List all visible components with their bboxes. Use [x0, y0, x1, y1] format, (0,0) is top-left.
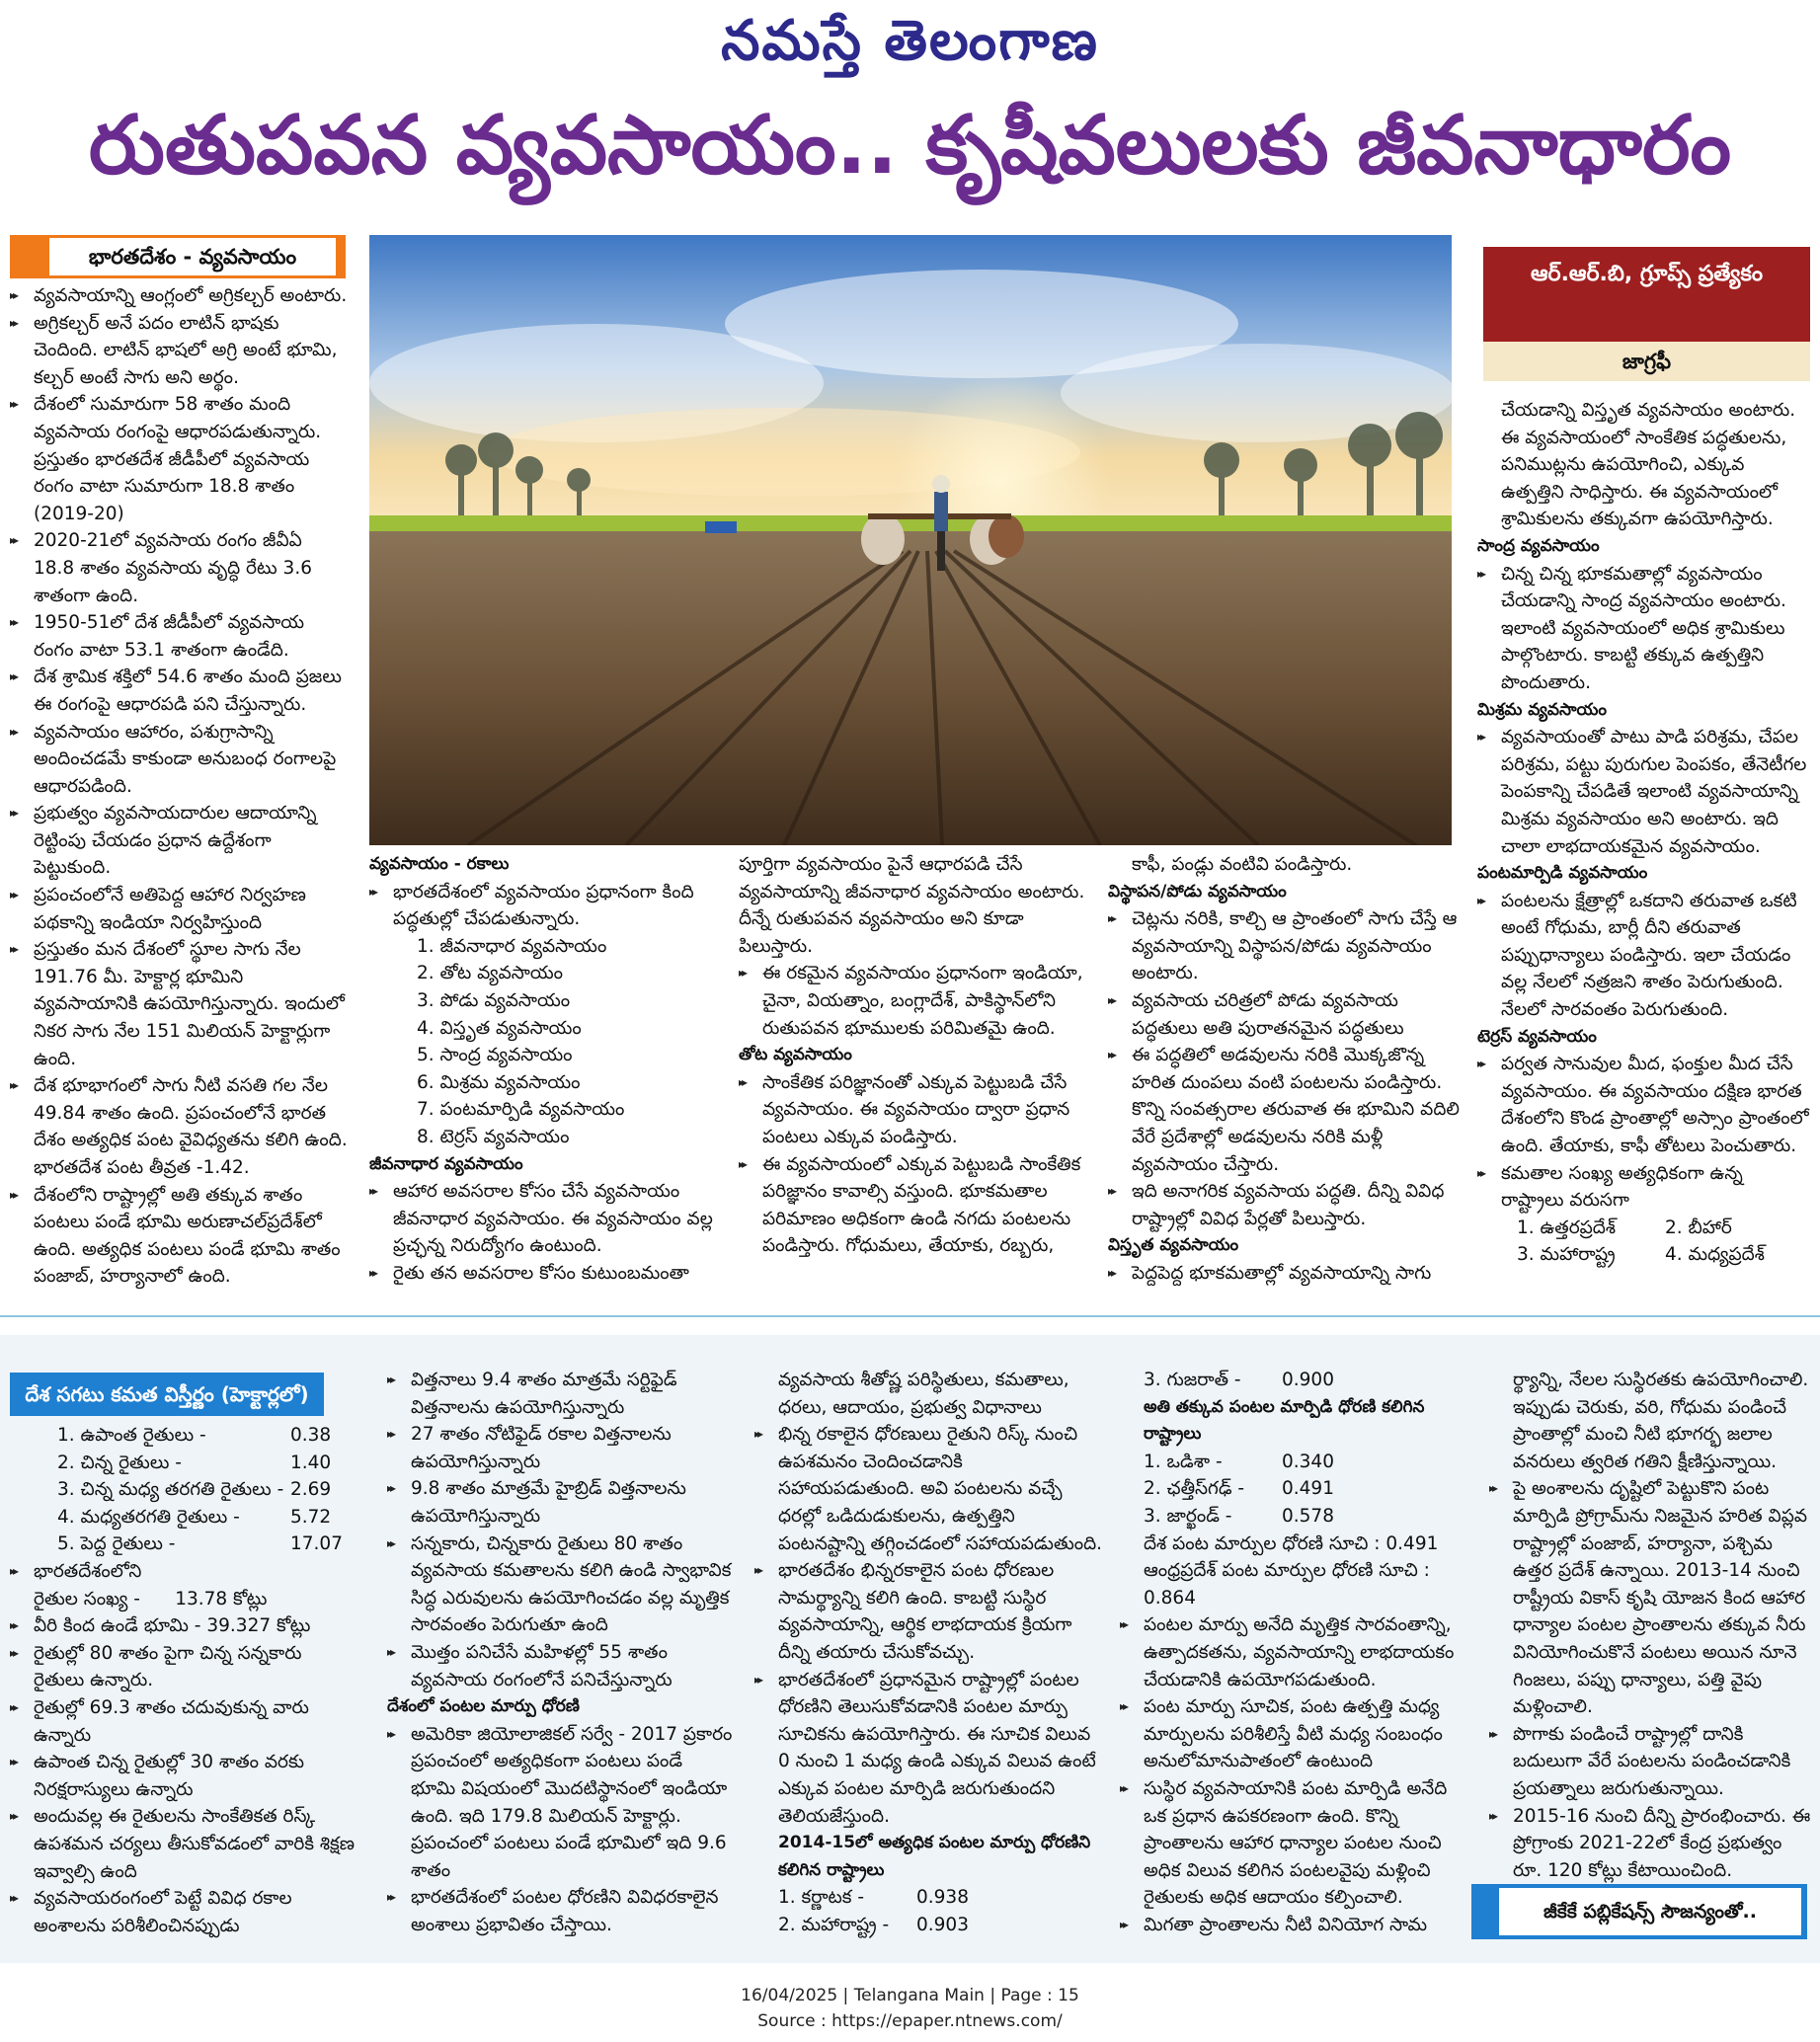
list-item: ▸▸ దేశ భూభాగంలో సాగు నీటి వసతి గల నేల 49.84 శాతం ఉంది. ప్రపంచంలోనే భారత దేశం అత్యధిక పంట వైవిధ్యతను కలిగి ఉంది. భారతదేశ పంట తీవ్రత -1.42.	[10, 1072, 348, 1181]
section-heading: దేశంలో పంటల మార్పు ధోరణి	[387, 1696, 580, 1717]
list-item	[10, 1586, 357, 1613]
list-item: ▸▸ దేశ శ్రామిక శక్తిలో 54.6 శాతం మంది ప్రజలు ఈ రంగంపై ఆధారపడి పని చేస్తున్నారు.	[10, 664, 348, 718]
row-value: 13.78 కోట్లు	[175, 1588, 268, 1610]
row-label: 4. మధ్యతరగతి రైతులు -	[57, 1506, 240, 1528]
list-item: ▸▸ దేశంలోని రాష్ట్రాల్లో అతి తక్కువ శాతం పంటలు పండే భూమి అరుణాచల్‌ప్రదేశ్‌లో ఉంది. అత్యధిక పంటలు పండే భూమి శాతం పంజాబ్, హర్యానాలో ఉంది.	[10, 1182, 348, 1291]
list-item: ▸▸ చిన్న చిన్న భూకమతాల్లో వ్యవసాయం చేయడాన్ని సాంద్ర వ్యవసాయం అంటారు. ఇలాంటి వ్యవసాయంలో అధిక శ్రామికులు పాల్గొంటారు. కాబట్టి తక్కువ ఉత్పత్తిని పొందుతారు.	[1477, 561, 1811, 697]
table-row	[57, 1531, 343, 1558]
row-label: 2. ఛత్తీస్‌గఢ్ -	[1144, 1478, 1245, 1500]
list-item: ▸▸ అగ్రికల్చర్ అనే పదం లాటిన్ భాషకు చెందింది. లాటిన్ భాషలో అగ్రి అంటే భూమి, కల్చర్ అంటే సాగు అని అర్థం.	[10, 310, 348, 392]
list-item: ▸▸ రైతుల్లో 69.3 శాతం చదువుకున్న వారు ఉన్నారు	[10, 1694, 357, 1749]
row-value: 0.578	[1282, 1505, 1334, 1527]
list-item: ▸▸ ప్రభుత్వం వ్యవసాయదారుల ఆదాయాన్ని రెట్టింపు చేయడం ప్రధాన ఉద్దేశంగా పెట్టుకుంది.	[10, 800, 348, 882]
list-item: ▸▸ రైతుల్లో 80 శాతం పైగా చిన్న సన్నకారు రైతులు ఉన్నారు.	[10, 1640, 357, 1694]
list-item: ▸▸ పొగాకు పండించే రాష్ట్రాల్లో దానికి బదులుగా వేరే పంటలను పండించడానికి ప్రయత్నాలు జరుగుతున్నాయి.	[1489, 1721, 1811, 1803]
list-item: ▸▸ భారతదేశంలో వ్యవసాయం ప్రధానంగా కింది పద్ధతుల్లో చేపడుతున్నారు.	[369, 879, 725, 933]
paragraph: ర్థ్యాన్ని, నేలల సుస్థిరతకు ఉపయోగించాలి. ఇప్పుడు చెరుకు, వరి, గోధుమ పండించే ప్రాంతాల్లో మంచి నీటి భూగర్భ జలాల వనరులు త్వరిత గతిని క్షీణిస్తున్నాయి.	[1513, 1370, 1809, 1472]
list-item: ▸▸ కమతాల సంఖ్య అత్యధికంగా ఉన్న రాష్ట్రాలు వరుసగా	[1477, 1160, 1811, 1215]
list-item: ▸▸ 27 శాతం నోటిఫైడ్ రకాల విత్తనాలను ఉపయోగిస్తున్నారు	[387, 1421, 733, 1475]
list-item: ▸▸ ప్రస్తుతం మన దేశంలో స్థూల సాగు నేల 191.76 మీ. హెక్టార్ల భూమిని వ్యవసాయానికి ఉపయోగిస్తున్నారు. ఇందులో నికర సాగు నేల 151 మిలియన్ హెక్టార్లుగా ఉంది.	[10, 936, 348, 1072]
list-item: ▸▸ ప్రపంచంలోనే అతిపెద్ద ఆహార నిర్వహణ పథకాన్ని ఇండియా నిర్వహిస్తుంది	[10, 882, 348, 936]
table-row	[57, 1476, 343, 1504]
list-item: ▸▸ ఆహార అవసరాల కోసం చేసే వ్యవసాయం జీవనాధార వ్యవసాయం. ఈ వ్యవసాయం వల్ల ప్రచ్ఛన్న నిరుద్యోగం ఉంటుంది.	[369, 1178, 725, 1260]
list-item: ▸▸ దేశంలో సుమారుగా 58 శాతం మంది వ్యవసాయ రంగంపై ఆధారపడుతున్నారు. ప్రస్తుతం భారతదేశ జీడీపీలో వ్యవసాయ రంగం వాటా సుమారుగా 18.8 శాతం (2019-20)	[10, 391, 348, 527]
column-shifting-extensive	[1108, 851, 1460, 1288]
section-heading: 2014-15లో అత్యధిక పంటల మార్పు ధోరణిని కలిగిన రాష్ట్రాలు	[778, 1833, 1091, 1880]
list-item: 8. టెర్రస్ వ్యవసాయం	[417, 1126, 570, 1147]
list-item: ▸▸ వ్యవసాయరంగంలో పెట్టే వివిధ రకాల అంశాలను పరిశీలించినప్పుడు	[10, 1885, 357, 1939]
row-label: ఆంధ్రప్రదేశ్ పంట మార్పుల ధోరణి సూచి :	[1144, 1560, 1430, 1582]
list-item: ▸▸ సుస్థిర వ్యవసాయానికి పంట మార్పిడి అనేది ఒక ప్రధాన ఉపకరణంగా ఉంది. కొన్ని ప్రాంతాలను ఆహార ధాన్యాల పంటల నుంచి అధిక విలువ కలిగిన పంటలవైపు మళ్లించి రైతులకు అధిక ఆదాయం కల్పించాలి.	[1120, 1775, 1471, 1912]
publication-credit-label: జీకేకే పబ్లికేషన్స్ సౌజన్యంతో..	[1499, 1888, 1801, 1935]
list-item: ▸▸ పై అంశాలను దృష్టిలో పెట్టుకొని పంట మార్పిడి ప్రోగ్రామ్‌ను నిజమైన హరిత విప్లవ రాష్ట్రాల్లో పంజాబ్, హర్యానా, పశ్చిమ ఉత్తర ప్రదేశ్ ఉన్నాయి. 2013-14 నుంచి రాష్ట్రీయ వికాస్ కృషి యోజన కింద ఆహార ధాన్యాల పంటల ప్రాంతాలను తక్కువ నీరు వినియోగించుకొనే పంటలు అయిన నూనె గింజలు, పప్పు ధాన్యాలు, పత్తి వైపు మళ్లించాలి.	[1489, 1475, 1811, 1720]
list-item: 4. విస్తృత వ్యవసాయం	[417, 1017, 582, 1039]
masthead-logo: నమస్తే తెలంగాణ	[721, 8, 1099, 73]
table-row	[778, 1884, 969, 1912]
list-item: ▸▸ భారతదేశంలోని	[10, 1558, 357, 1586]
page-headline: రుతుపవన వ్యవసాయం.. కృషీవలులకు జీవనాధారం	[88, 99, 1732, 193]
column-subsistence-plantation	[739, 851, 1086, 1260]
section-heading: జీవనాధార వ్యవసాయం	[369, 1153, 523, 1174]
list-item: ▸▸ వ్యవసాయంతో పాటు పాడి పరిశ్రమ, చేపల పరిశ్రమ, పట్టు పురుగుల పెంపకం, తేనెటీగల పెంపకాన్ని చేపడితే ఇలాంటి వ్యవసాయాన్ని మిశ్రమ వ్యవసాయం అని అంటారు. ఇది చాలా లాభదాయకమైన వ్యవసాయం.	[1477, 724, 1811, 860]
farmer-ploughing-photo	[369, 235, 1452, 845]
row-label: వీరి కింద ఉండే భూమి -	[34, 1615, 201, 1637]
state-item: 4. మధ్యప్రదేశ్	[1665, 1244, 1765, 1266]
section-heading: పంటమార్పిడి వ్యవసాయం	[1477, 863, 1648, 884]
row-label: 1. ఒడిశా -	[1144, 1451, 1223, 1472]
list-item: ▸▸ 1950-51లో దేశ జీడీపీలో వ్యవసాయ రంగం వాటా 53.1 శాతంగా ఉండేది.	[10, 609, 348, 664]
list-item: ▸▸ సన్నకారు, చిన్నకారు రైతులు 80 శాతం వ్యవసాయ కమతాలను కలిగి ఉండి స్వాభావిక సిద్ధ ఎరువులను ఉపయోగించడం వల్ల మృత్తిక సారవంతం పెరుగుతూ ఉంది	[387, 1531, 733, 1639]
list-item: 5. సాంద్ర వ్యవసాయం	[417, 1045, 573, 1066]
section-tag-label: భారతదేశం - వ్యవసాయం	[49, 238, 336, 275]
list-item: ▸▸ వ్యవసాయ చరిత్రలో పోడు వ్యవసాయ పద్ధతులు అతి పురాతనమైన పద్ధతులు	[1108, 987, 1460, 1042]
list-item: ▸▸ భారతదేశం భిన్నరకాలైన పంట ధోరణుల సామర్థ్యాన్ని కలిగి ఉంది. కాబట్టి సుస్థిర వ్యవసాయాన్ని, ఆర్థిక లాభదాయక క్రియగా దీన్ని తయారు చేసుకోవచ్చు.	[754, 1557, 1104, 1666]
state-item: 1. ఉత్తరప్రదేశ్	[1517, 1217, 1617, 1238]
footer-date-edition: 16/04/2025 | Telangana Main | Page : 15	[741, 1986, 1079, 2005]
list-item: ▸▸ ఈ రకమైన వ్యవసాయం ప్రధానంగా ఇండియా, చైనా, వియత్నాం, బంగ్లాదేశ్, పాకిస్థాన్‌లోని రుతుపవన భూములకు పరిమితమై ఉంది.	[739, 960, 1086, 1042]
list-item: 1. జీవనాధార వ్యవసాయం	[417, 935, 607, 957]
low-diversification-table	[1144, 1449, 1334, 1531]
list-item: ▸▸ భారతదేశంలో ప్రధానమైన రాష్ట్రాల్లో పంటల ధోరణిని తెలుసుకోవడానికి పంటల మార్పు సూచికను ఉపయోగిస్తారు. ఈ సూచిక విలువ 0 నుంచి 1 మధ్య ఉండి ఎక్కువ విలువ ఉంటే ఎక్కువ పంటల మార్పిడి జరుగుతుందని తెలియజేస్తుంది.	[754, 1667, 1104, 1831]
paragraph	[1120, 1557, 1471, 1611]
column-groundwater-program	[1489, 1367, 1811, 1884]
section-heading: విస్తృత వ్యవసాయం	[1108, 1235, 1239, 1256]
state-item: 3. మహారాష్ట్ర	[1517, 1244, 1616, 1266]
paragraph: దేశ పంట మార్పుల ధోరణి సూచి : 0.491	[1144, 1532, 1439, 1554]
section-heading: అతి తక్కువ పంటల మార్పిడి ధోరణి కలిగిన రాష్ట్రాలు	[1144, 1396, 1425, 1445]
row-label: 5. పెద్ద రైతులు -	[57, 1533, 176, 1555]
section-tag-holding-size: దేశ సగటు కమత విస్తీర్ణం (హెక్టార్లలో)	[10, 1373, 324, 1416]
row-value: 5.72	[290, 1506, 332, 1528]
row-value: 0.938	[916, 1887, 969, 1909]
row-value: 0.903	[916, 1914, 969, 1935]
rrb-groups-special-box: ఆర్.ఆర్.బి, గ్రూప్స్ ప్రత్యేకం	[1483, 247, 1810, 342]
table-row	[1144, 1367, 1334, 1394]
list-item: ▸▸ పెద్దపెద్ద భూకమతాల్లో వ్యవసాయాన్ని సాగు	[1108, 1260, 1460, 1288]
row-value: 0.864	[1144, 1587, 1196, 1609]
section-tag-india-agriculture	[10, 235, 346, 278]
table-row	[1144, 1475, 1334, 1503]
row-label: 2. మహారాష్ట్ర -	[778, 1914, 890, 1935]
row-value: 17.07	[290, 1533, 343, 1555]
row-label: రైతుల సంఖ్య -	[34, 1588, 140, 1610]
row-label: 3. జార్ఖండ్ -	[1144, 1505, 1232, 1527]
list-item	[10, 1612, 357, 1640]
row-value: 0.491	[1282, 1478, 1334, 1500]
section-heading: విస్థాపన/పోడు వ్యవసాయం	[1108, 881, 1287, 902]
list-item: ▸▸ అమెరికా జియోలాజికల్ సర్వే - 2017 ప్రకారం ప్రపంచంలో అత్యధికంగా పంటలు పండే భూమి విషయంలో మొదటిస్థానంలో ఇండియా ఉంది. ఇది 179.8 మిలియన్ హెక్టార్లు. ప్రపంచంలో పంటలు పండే భూమిలో ఇది 9.6 శాతం	[387, 1721, 733, 1885]
table-row	[57, 1504, 343, 1532]
photo-illustration	[369, 235, 1452, 845]
list-item: ▸▸ వ్యవసాయం ఆహారం, పశుగ్రాసాన్ని అందించడమే కాకుండా అనుబంధ రంగాలపై ఆధారపడింది.	[10, 719, 348, 801]
list-item: ▸▸ అందువల్ల ఈ రైతులను సాంకేతికత రిస్క్ ఉపశమన చర్యలు తీసుకోవడంలో వారికి శిక్షణ ఇవ్వాల్సి ఉంది	[10, 1803, 357, 1885]
list-item: ▸▸ రైతు తన అవసరాల కోసం కుటుంబమంతా	[369, 1260, 725, 1288]
list-item: 2. తోట వ్యవసాయం	[417, 963, 563, 984]
column-india-agriculture	[10, 282, 348, 1291]
row-value: 0.340	[1282, 1451, 1334, 1472]
list-item: ▸▸ పంట మార్పు సూచిక, పంట ఉత్పత్తి మధ్య మార్పులను పరిశీలిస్తే వీటి మధ్య సంబంధం అనులోమానుపాతంలో ఉంటుంది	[1120, 1693, 1471, 1775]
section-heading: మిశ్రమ వ్యవసాయం	[1477, 699, 1608, 720]
column-holding-size	[10, 1422, 357, 1939]
list-item: 3. పోడు వ్యవసాయం	[417, 989, 571, 1011]
list-item: ▸▸ మొత్తం పనిచేసే మహిళల్లో 55 శాతం వ్యవసాయ రంగంలోనే పనిచేస్తున్నారు	[387, 1639, 733, 1693]
row-label: 1. కర్ణాటక -	[778, 1887, 865, 1909]
list-item: ▸▸ భిన్న రకాలైన ధోరణులు రైతుని రిస్క్ నుంచి ఉపశమనం చెందించడానికి సహాయపడుతుంది. అవి పంటలను వచ్చే ధరల్లో ఒడిదుడుకులను, ఉత్పత్తిని పంటనష్టాన్ని తగ్గించడంలో సహాయపడుతుంది.	[754, 1421, 1104, 1557]
list-item: ▸▸ భారతదేశంలో పంటల ధోరణిని వివిధరకాలైన అంశాలు ప్రభావితం చేస్తాయి.	[387, 1884, 733, 1938]
holding-size-table	[57, 1422, 343, 1558]
row-value: 1.40	[290, 1452, 332, 1473]
section-heading: తోట వ్యవసాయం	[739, 1045, 852, 1065]
list-item: ▸▸ పంటలను క్షేత్రాల్లో ఒకదాని తరువాత ఒకటి అంటే గోధుమ, బార్లీ దీని తరువాత పప్పుధాన్యాలు పండిస్తారు. ఇలా చేయడం వల్ల నేలలో నత్రజని శాతం పెరుగుతుంది. నేలలో సారవంతం పెరుగుతుంది.	[1477, 888, 1811, 1024]
section-divider	[0, 1315, 1820, 1317]
list-item: 6. మిశ్రమ వ్యవసాయం	[417, 1071, 581, 1093]
list-item: ▸▸ ఈ పద్ధతిలో అడవులను నరికి మొక్కజొన్న హరిత దుంపలు వంటి పంటలను పండిస్తారు. కొన్ని సంవత్సరాల తరువాత ఈ భూమిని వదిలి వేరే ప్రదేశాల్లో అడవులను నరికి మళ్లీ వ్యవసాయం చేస్తారు.	[1108, 1042, 1460, 1178]
table-row	[57, 1450, 343, 1477]
list-item: ▸▸ వ్యవసాయాన్ని ఆంగ్లంలో అగ్రికల్చర్ అంటారు.	[10, 282, 348, 310]
section-heading: టెర్రస్ వ్యవసాయం	[1477, 1026, 1597, 1047]
list-item: ▸▸ 2015-16 నుంచి దీన్ని ప్రారంభించారు. ఈ ప్రోగ్రాంకు 2021-22లో కేంద్ర ప్రభుత్వం రూ. 120 కోట్లు కేటాయించింది.	[1489, 1803, 1811, 1885]
row-value: 2.69	[290, 1479, 332, 1501]
geography-label: జాగ్రఫీ	[1483, 342, 1810, 381]
footer-source-link[interactable]: Source : https://epaper.ntnews.com/	[757, 2011, 1063, 2031]
paragraph: కాఫీ, పండ్లు వంటివి పండిస్తారు.	[1132, 854, 1353, 875]
row-value: 39.327 కోట్లు	[206, 1615, 311, 1637]
row-label: 3. గుజరాత్ -	[1144, 1370, 1241, 1390]
list-item: ▸▸ 9.8 శాతం మాత్రమే హైబ్రిడ్ విత్తనాలను ఉపయోగిస్తున్నారు	[387, 1475, 733, 1530]
table-row	[778, 1912, 969, 1939]
page-footer	[0, 1983, 1820, 2034]
states-table	[1517, 1215, 1765, 1269]
paragraph: చేయడాన్ని విస్తృత వ్యవసాయం అంటారు. ఈ వ్యవసాయంలో సాంకేతిక పద్ధతులను, పనిముట్లను ఉపయోగించి, ఎక్కువ ఉత్పత్తిని సాధిస్తారు. ఈ వ్యవసాయంలో శ్రామికులను తక్కువగా ఉపయోగిస్తారు.	[1501, 400, 1796, 530]
row-label: 1. ఉపాంత రైతులు -	[57, 1425, 206, 1446]
row-value: 0.38	[290, 1425, 332, 1446]
row-label: 3. చిన్న మధ్య తరగతి రైతులు -	[57, 1479, 284, 1501]
list-item: ▸▸ ఇది అనాగరిక వ్యవసాయ పద్ధతి. దీన్ని వివిధ రాష్ట్రాల్లో వివిధ పేర్లతో పిలుస్తారు.	[1108, 1178, 1460, 1232]
list-item: ▸▸ ఈ వ్యవసాయంలో ఎక్కువ పెట్టుబడి సాంకేతిక పరిజ్ఞానం కావాల్సి వస్తుంది. భూకమతాల పరిమాణం అధికంగా ఉండి నగదు పంటలను పండిస్తారు. గోధుమలు, తేయాకు, రబ్బరు,	[739, 1151, 1086, 1260]
table-row	[57, 1422, 343, 1450]
list-item: ▸▸ పర్వత సానువుల మీద, ఫంక్తుల మీద చేసే వ్యవసాయం. ఈ వ్యవసాయం దక్షిణ భారత దేశంలోని కొండ ప్రాంతాల్లో అస్సాం ప్రాంతంలో ఉంది. తేయాకు, కాఫీ తోటలు పెంచుతారు.	[1477, 1051, 1811, 1159]
list-item: ▸▸ సాంకేతిక పరిజ్ఞానంతో ఎక్కువ పెట్టుబడి చేసే వ్యవసాయం. ఈ వ్యవసాయం ద్వారా ప్రధాన పంటలు ఎక్కువ పండిస్తారు.	[739, 1069, 1086, 1151]
list-item: ▸▸ 2020-21లో వ్యవసాయ రంగం జీవీఏ 18.8 శాతం వ్యవసాయ వృద్ధి రేటు 3.6 శాతంగా ఉంది.	[10, 527, 348, 609]
gujarat-row-table	[1144, 1367, 1334, 1394]
list-item: 7. పంటమార్పిడి వ్యవసాయం	[417, 1099, 625, 1121]
paragraph: పూర్తిగా వ్యవసాయం పైనే ఆధారపడి చేసే వ్యవసాయాన్ని జీవనాధార వ్యవసాయం అంటారు. దీన్నే రుతుపవన వ్యవసాయం అని కూడా పిలుస్తారు.	[739, 854, 1085, 957]
column-farming-types	[369, 851, 725, 1288]
section-heading: వ్యవసాయం - రకాలు	[369, 854, 510, 874]
row-label: 2. చిన్న రైతులు -	[57, 1452, 182, 1473]
list-item: ▸▸ విత్తనాలు 9.4 శాతం మాత్రమే సర్టిఫైడ్ విత్తనాలను ఉపయోగిస్తున్నారు	[387, 1367, 733, 1421]
table-row	[1144, 1503, 1334, 1531]
list-item: ▸▸ చెట్లను నరికి, కాల్చి ఆ ప్రాంతంలో సాగు చేస్తే ఆ వ్యవసాయాన్ని విస్థాపన/పోడు వ్యవసాయం అంటారు.	[1108, 905, 1460, 987]
row-value: 0.900	[1282, 1370, 1334, 1390]
list-item: ▸▸ పంటల మార్పు అనేది మృత్తిక సారవంతాన్ని, ఉత్పాదకతను, వ్యవసాయాన్ని లాభదాయకం చేయడానికి ఉపయోగపడుతుంది.	[1120, 1611, 1471, 1693]
list-item: ▸▸ ఉపాంత చిన్న రైతుల్లో 30 శాతం వరకు నిరక్షరాస్యులు ఉన్నారు	[10, 1749, 357, 1803]
section-heading: సాంద్ర వ్యవసాయం	[1477, 535, 1600, 556]
column-seeds-cropping	[387, 1367, 733, 1938]
table-row	[1144, 1449, 1334, 1476]
list-item: ▸▸ మిగతా ప్రాంతాలను నీటి వినియోగ సామ	[1120, 1912, 1471, 1939]
paragraph: వ్యవసాయ శీతోష్ణ పరిస్థితులు, కమతాలు, ధరలు, ఆదాయం, ప్రభుత్వ విధానాలు	[778, 1370, 1069, 1418]
column-intensive-mixed	[1477, 397, 1811, 1269]
column-diversification-index	[1120, 1367, 1471, 1938]
publication-credit-box	[1471, 1884, 1807, 1939]
high-diversification-table	[778, 1884, 969, 1938]
column-crop-diversification	[754, 1367, 1104, 1938]
state-item: 2. బీహార్	[1665, 1217, 1732, 1238]
